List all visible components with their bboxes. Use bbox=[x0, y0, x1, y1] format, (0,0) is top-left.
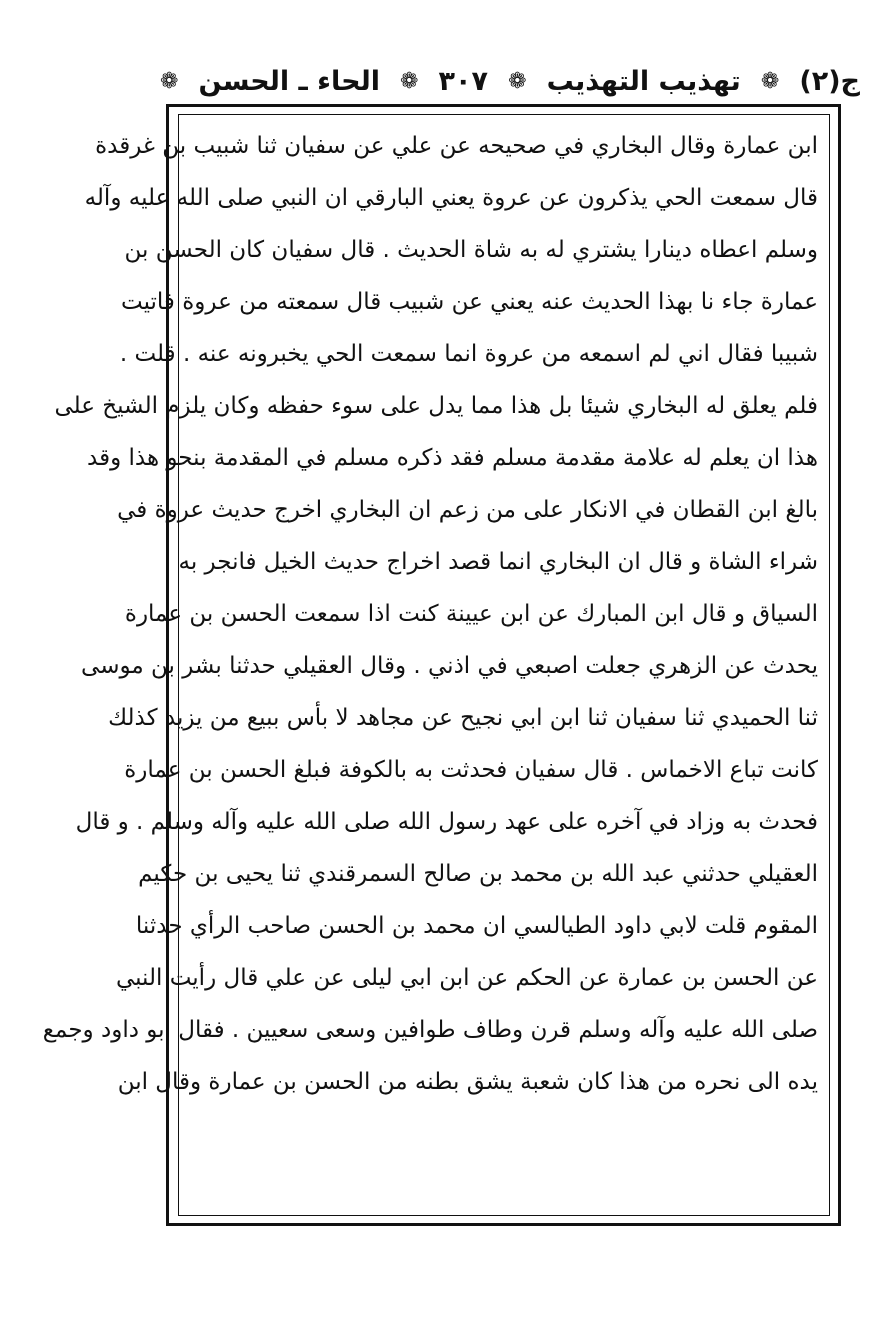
text-line: السياق و قال ابن المبارك عن ابن عيينة كنت اذا سمعت الحسن بن عمارة bbox=[124, 601, 818, 627]
text-line: بالغ ابن القطان في الانكار على من زعم ان البخاري اخرج حديث عروة في bbox=[117, 497, 818, 523]
text-line: عن الحسن بن عمارة عن الحكم عن ابن ابي ليلى عن علي قال رأيت النبي bbox=[115, 965, 818, 991]
text-line: شبيبا فقال اني لم اسمعه من عروة انما سمعت الحي يخبرونه عنه . قلت . bbox=[119, 341, 818, 367]
ornament-icon: ❁ bbox=[508, 68, 527, 94]
ornament-icon: ❁ bbox=[760, 68, 780, 94]
text-line: ابن عمارة وقال البخاري في صحيحه عن علي عن سفيان ثنا شبيب بن غرقدة bbox=[95, 133, 818, 159]
text-line: يده الى نحره من هذا كان شعبة يشق بطنه من الحسن بن عمارة وقال ابن bbox=[117, 1069, 818, 1095]
page-number: ٣٠٧ bbox=[438, 65, 488, 97]
text-line: كانت تباع الاخماس . قال سفيان فحدثت به بالكوفة فبلغ الحسن بن عمارة bbox=[124, 757, 818, 783]
volume-label: ج(٢) bbox=[799, 65, 860, 97]
text-body bbox=[42, 120, 818, 1216]
book-title: تهذيب التهذيب bbox=[546, 65, 741, 97]
text-line: هذا ان يعلم له علامة مقدمة مسلم فقد ذكره مسلم في المقدمة بنحو هذا وقد bbox=[87, 445, 818, 471]
text-line: ثنا الحميدي ثنا سفيان ثنا ابن ابي نجيح عن مجاهد لا بأس ببيع من يزيد كذلك bbox=[108, 705, 818, 731]
text-line: فحدث به وزاد في آخره على عهد رسول الله صلى الله عليه وآله وسلم . و قال bbox=[75, 809, 818, 835]
text-line: المقوم قلت لابي داود الطيالسي ان محمد بن الحسن صاحب الرأي حدثنا bbox=[135, 913, 818, 939]
text-line: قال سمعت الحي يذكرون عن عروة يعني البارقي ان النبي صلى الله عليه وآله bbox=[84, 185, 818, 211]
text-line: فلم يعلق له البخاري شيئا بل هذا مما يدل على سوء حفظه وكان يلزم الشيخ على bbox=[54, 393, 818, 419]
page-header bbox=[160, 58, 860, 104]
text-line: صلى الله عليه وآله وسلم قرن وطاف طوافين وسعى سعيين . فقال ابو داود وجمع bbox=[42, 1017, 818, 1043]
section-title: الحاء ـ الحسن bbox=[198, 65, 380, 97]
text-line: العقيلي حدثني عبد الله بن محمد بن صالح السمرقندي ثنا يحيى بن حكيم bbox=[138, 861, 818, 887]
ornament-icon: ❁ bbox=[400, 68, 419, 94]
ornament-icon: ❁ bbox=[160, 68, 179, 94]
text-line: وسلم اعطاه دينارا يشتري له به شاة الحديث . قال سفيان كان الحسن بن bbox=[124, 237, 818, 263]
text-line: عمارة جاء نا بهذا الحديث عنه يعني عن شبيب قال سمعته من عروة فاتيت bbox=[121, 289, 818, 315]
text-line: شراء الشاة و قال ان البخاري انما قصد اخراج حديث الخيل فانجر به bbox=[178, 549, 818, 575]
text-line: يحدث عن الزهري جعلت اصبعي في اذني . وقال العقيلي حدثنا بشر بن موسى bbox=[81, 653, 818, 679]
